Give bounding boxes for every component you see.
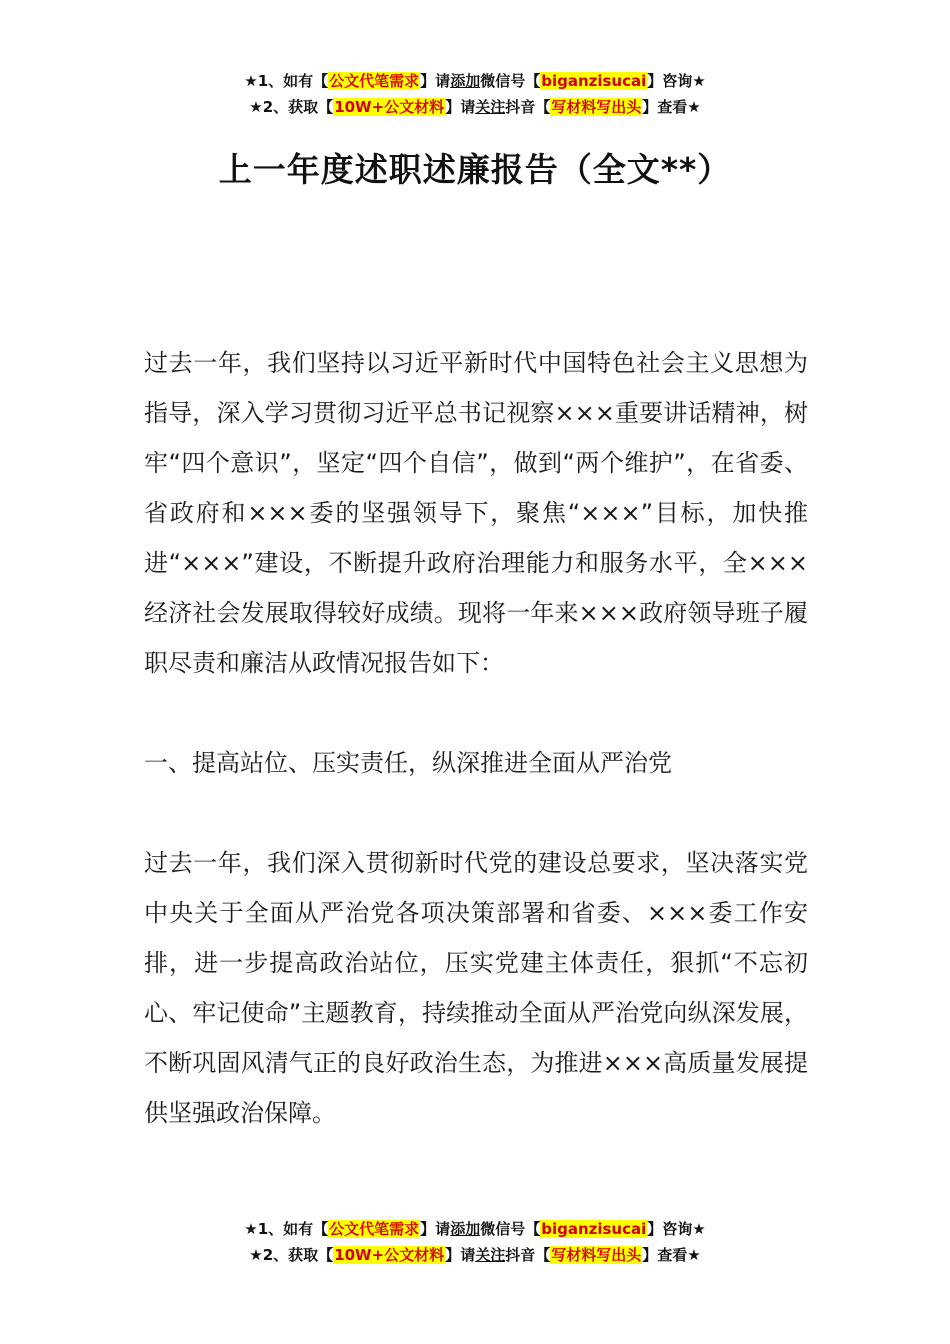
document-title: 上一年度述职述廉报告（全文**） [218,150,732,189]
banner-line-1 [0,1216,950,1242]
banner-text: ★2、获取【 [249,98,334,116]
paragraph-spacer [144,788,808,838]
highlight-wechat-id: biganzisucai [541,1220,647,1238]
emphasis-add: 添加 [450,72,481,90]
document-body [144,338,808,1138]
header-banner [0,68,950,120]
emphasis-follow: 关注 [475,1246,506,1264]
banner-text: 】查看★ [642,1246,701,1264]
banner-text: 抖音【 [505,98,551,116]
banner-text: 】咨询★ [647,72,706,90]
section-paragraph: 过去一年，我们深入贯彻新时代党的建设总要求，坚决落实党中央关于全面从严治党各项决策部署和省委、×××委工作安排，进一步提高政治站位，压实党建主体责任，狠抓“不忘初心、牢记使命”主题教育，持续推动全面从严治党向纵深发展，不断巩固风清气正的良好政治生态，为推进×××高质量发展提供坚强政治保障。 [144,849,808,1127]
highlight-materials: 10W+公文材料 [334,98,445,116]
banner-text: 】请 [420,1220,451,1238]
banner-text: 】请 [445,98,476,116]
section-heading: 一、提高站位、压实责任，纵深推进全面从严治党 [144,749,672,777]
banner-text: 】查看★ [642,98,701,116]
banner-text: 抖音【 [505,1246,551,1264]
highlight-douyin-account: 写材料写出头 [551,1246,642,1264]
emphasis-add: 添加 [450,1220,481,1238]
highlight-wechat-id: biganzisucai [541,72,647,90]
banner-text: 微信号【 [480,1220,541,1238]
paragraph-spacer [144,688,808,738]
footer-banner [0,1216,950,1268]
banner-text: ★1、如有【 [244,72,329,90]
banner-text: 】请 [445,1246,476,1264]
banner-text: 微信号【 [480,72,541,90]
highlight-service: 公文代笔需求 [329,72,420,90]
banner-text: ★1、如有【 [244,1220,329,1238]
intro-paragraph: 过去一年，我们坚持以习近平新时代中国特色社会主义思想为指导，深入学习贯彻习近平总书记视察×××重要讲话精神，树牢“四个意识”，坚定“四个自信”，做到“两个维护”，在省委、省政府和×××委的坚强领导下，聚焦“×××”目标，加快推进“×××”建设，不断提升政府治理能力和服务水平，全×××经济社会发展取得较好成绩。现将一年来×××政府领导班子履职尽责和廉洁从政情况报告如下： [144,349,808,677]
banner-text: ★2、获取【 [249,1246,334,1264]
banner-text: 】请 [420,72,451,90]
highlight-douyin-account: 写材料写出头 [551,98,642,116]
banner-text: 】咨询★ [647,1220,706,1238]
banner-line-1 [0,68,950,94]
emphasis-follow: 关注 [475,98,506,116]
banner-line-2 [0,1242,950,1268]
highlight-service: 公文代笔需求 [329,1220,420,1238]
highlight-materials: 10W+公文材料 [334,1246,445,1264]
banner-line-2 [0,94,950,120]
